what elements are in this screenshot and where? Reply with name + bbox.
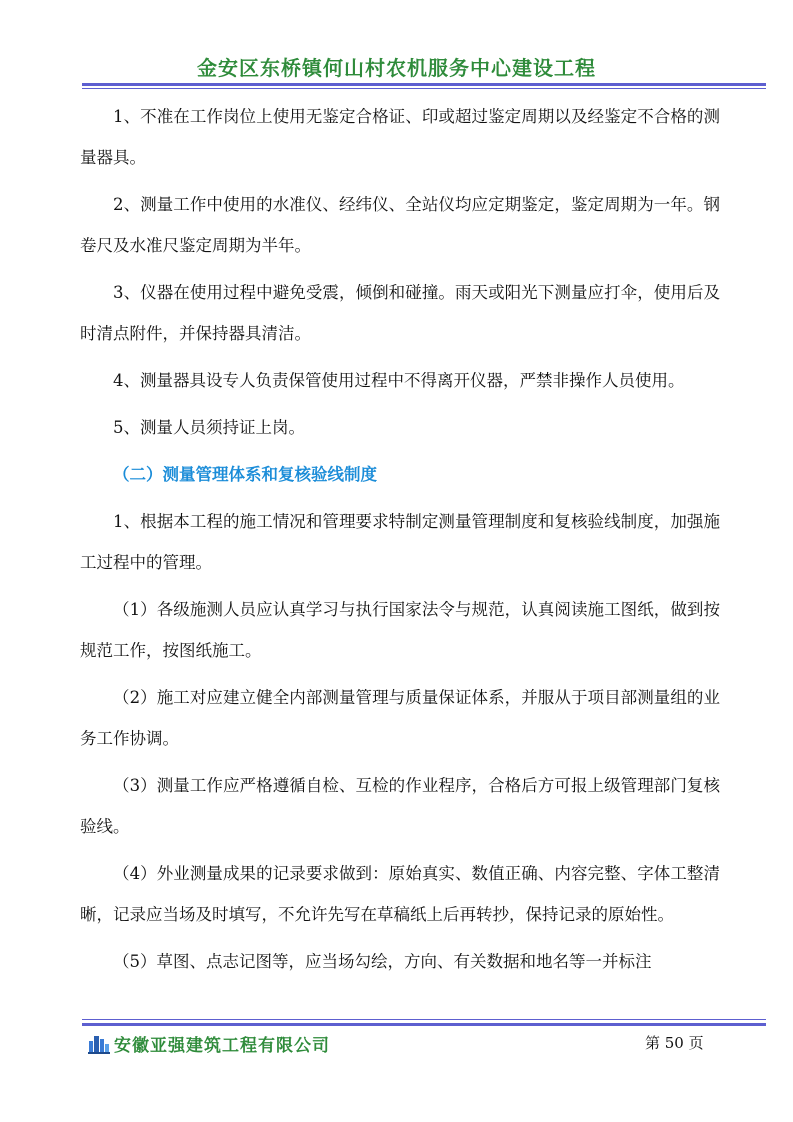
footer-page-number: 第 50 页 bbox=[645, 1034, 704, 1052]
paragraph: 5、测量人员须持证上岗。 bbox=[113, 418, 305, 437]
paragraph: （5）草图、点志记图等，应当场勾绘，方向、有关数据和地名等一并标注 bbox=[113, 952, 652, 971]
paragraph: 1、根据本工程的施工情况和管理要求特制定测量管理制度和复核验线制度，加强施工过程中的管理。 bbox=[80, 512, 720, 572]
paragraph: 4、测量器具设专人负责保管使用过程中不得离开仪器，严禁非操作人员使用。 bbox=[113, 371, 685, 390]
footer-rule-thick bbox=[82, 1023, 766, 1026]
page-header-title: 金安区东桥镇何山村农机服务中心建设工程 bbox=[197, 56, 596, 80]
footer-rule-thin bbox=[82, 1019, 766, 1020]
footer-company-name: 安徽亚强建筑工程有限公司 bbox=[114, 1035, 330, 1056]
paragraph: 2、测量工作中使用的水准仪、经纬仪、全站仪均应定期鉴定，鉴定周期为一年。钢卷尺及水准尺鉴定周期为半年。 bbox=[80, 195, 720, 255]
building-logo-icon bbox=[88, 1032, 110, 1054]
paragraph: （2）施工对应建立健全内部测量管理与质量保证体系，并服从于项目部测量组的业务工作协调。 bbox=[80, 688, 720, 748]
paragraph: 1、不准在工作岗位上使用无鉴定合格证、印或超过鉴定周期以及经鉴定不合格的测量器具。 bbox=[80, 107, 720, 167]
paragraph: （4）外业测量成果的记录要求做到：原始真实、数值正确、内容完整、字体工整清晰，记录应当场及时填写，不允许先写在草稿纸上后再转抄，保持记录的原始性。 bbox=[80, 864, 720, 924]
footer-company bbox=[88, 1030, 330, 1056]
section-heading: （二）测量管理体系和复核验线制度 bbox=[113, 465, 377, 484]
header-rule-thin bbox=[82, 88, 766, 89]
document-body bbox=[80, 96, 720, 988]
header-rule-thick bbox=[82, 83, 766, 86]
paragraph: （3）测量工作应严格遵循自检、互检的作业程序，合格后方可报上级管理部门复核验线。 bbox=[80, 776, 720, 836]
paragraph: 3、仪器在使用过程中避免受震，倾倒和碰撞。雨天或阳光下测量应打伞，使用后及时清点附件，并保持器具清洁。 bbox=[80, 283, 720, 343]
paragraph: （1）各级施测人员应认真学习与执行国家法令与规范，认真阅读施工图纸，做到按规范工作，按图纸施工。 bbox=[80, 600, 720, 660]
